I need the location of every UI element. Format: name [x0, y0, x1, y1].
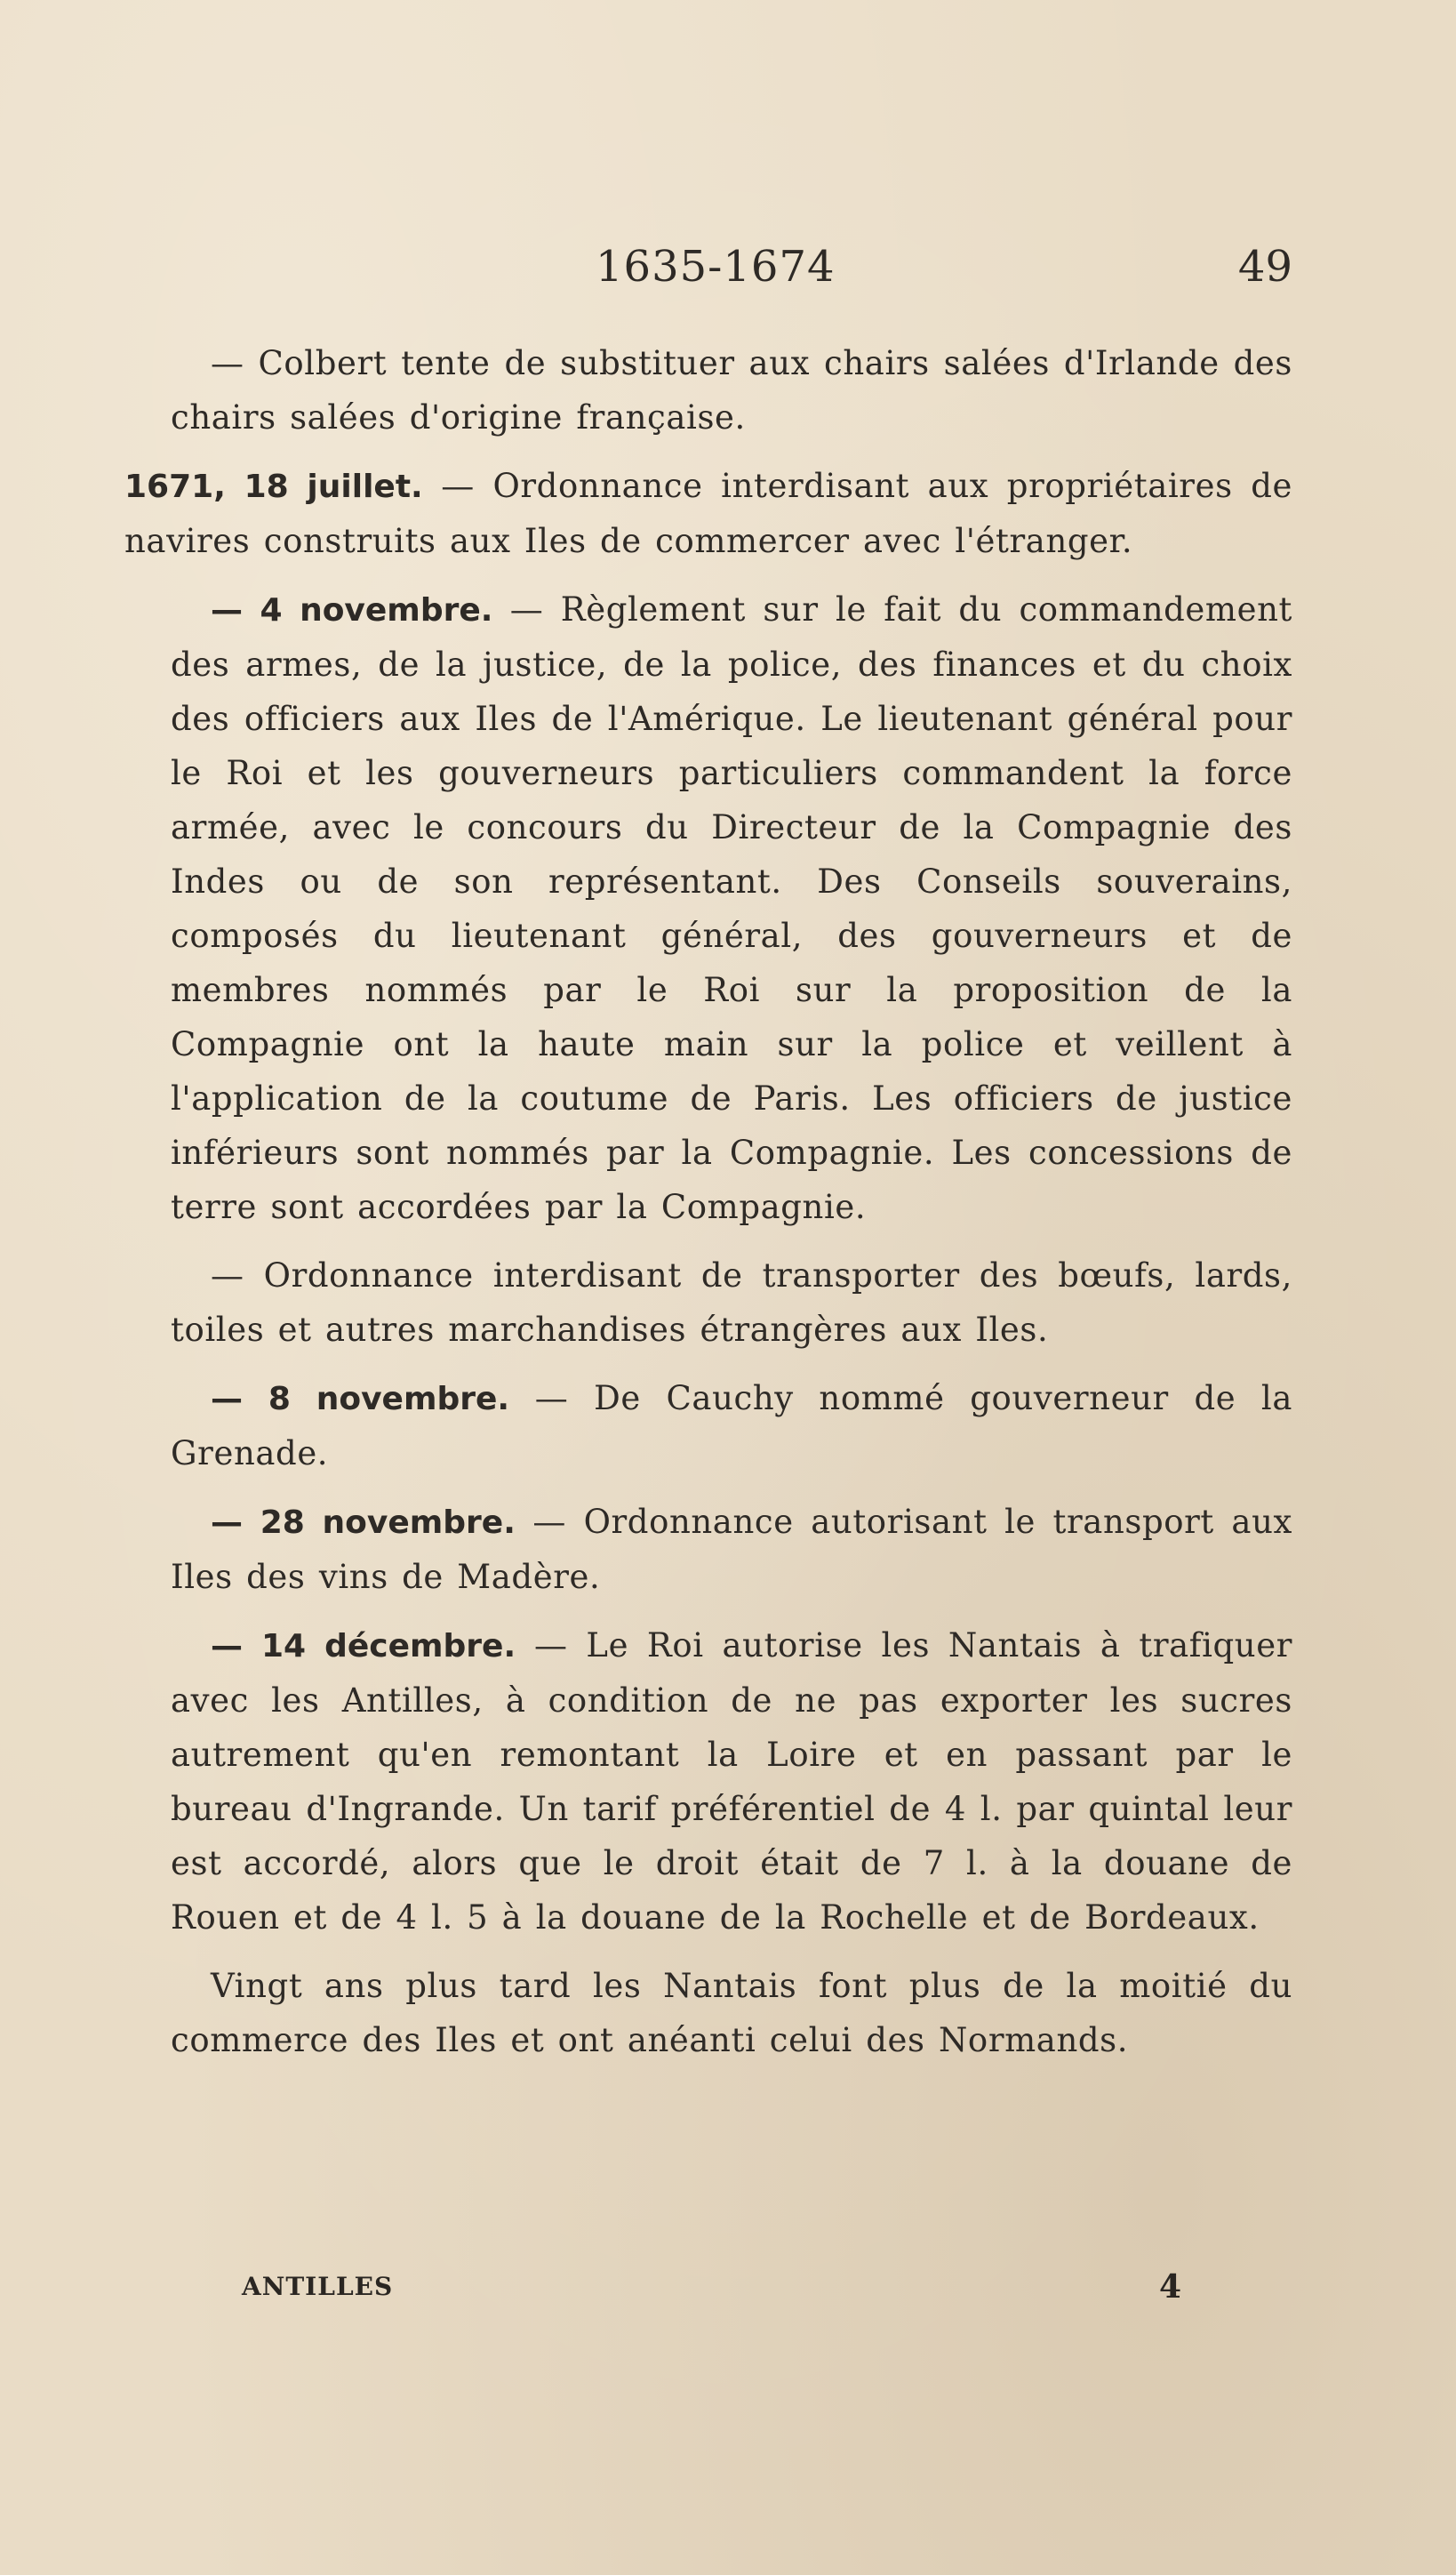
paragraph-vingt-ans — [171, 1959, 1292, 2067]
page-number: 49 — [1237, 242, 1292, 292]
entry-date: — 28 novembre. — [211, 1504, 516, 1541]
signature-mark: ANTILLES — [242, 2272, 394, 2301]
signature-line — [0, 2268, 1456, 2316]
entry-date: 1671, 18 juillet. — [124, 469, 423, 505]
running-head — [0, 242, 1456, 295]
entry-text: Ordonnance interdisant aux propriétaires de navires construits aux Iles de commercer avec l'étranger. — [124, 467, 1293, 560]
signature-number: 4 — [1159, 2268, 1182, 2306]
entry-4-novembre — [171, 582, 1292, 1234]
entry-1671-18-juillet — [124, 459, 1292, 568]
entry-8-novembre — [171, 1371, 1292, 1480]
body-text — [124, 336, 1293, 2082]
entry-separator: — — [422, 467, 493, 505]
paragraph-colbert — [171, 336, 1292, 445]
paragraph-text: — Ordonnance interdisant de transporter des bœufs, lards, toiles et autres marchandises étrangères aux Iles. — [171, 1256, 1292, 1349]
entry-14-decembre — [171, 1618, 1292, 1945]
paragraph-ordonnance-boeufs — [171, 1248, 1292, 1357]
entry-text: De Cauchy nommé gouverneur de la Grenade. — [171, 1379, 1292, 1472]
running-title: 1635-1674 — [596, 242, 836, 292]
entry-date: — 14 décembre. — [211, 1628, 516, 1665]
paragraph-text: Vingt ans plus tard les Nantais font plus de la moitié du commerce des Iles et ont anéanti celui des Normands. — [171, 1967, 1292, 2059]
entry-text: Règlement sur le fait du commandement des armes, de la justice, de la police, des finances et du choix des officiers aux Iles de l'Amérique. Le lieutenant général pour le Roi et les gouverneurs particuliers commandent la force armée, avec le concours du Directeur de la Compagnie des Indes ou de son représentant. Des Conseils souverains, composés du lieutenant général, des gouverneurs et de membres nommés par le Roi sur la proposition de la Compagnie ont la haute main sur la police et veillent à l'application de la coutume de Paris. Les officiers de justice inférieurs sont nommés par la Compagnie. Les concessions de terre sont accordées par la Compagnie. — [171, 590, 1292, 1226]
entry-separator: — — [492, 590, 561, 629]
entry-date: — 8 novembre. — [211, 1381, 510, 1417]
entry-text: Le Roi autorise les Nantais à trafiquer avec les Antilles, à condition de ne pas exporter les sucres autrement qu'en remontant la Loire et en passant par le bureau d'Ingrande. Un tarif préférentiel de 4 l. par quintal leur est accordé, alors que le droit était de 7 l. à la douane de Rouen et de 4 l. 5 à la douane de la Rochelle et de Bordeaux. — [171, 1626, 1293, 1937]
entry-separator: — — [509, 1379, 595, 1417]
paragraph-text: — Colbert tente de substituer aux chairs salées d'Irlande des chairs salées d'origine française. — [171, 344, 1292, 437]
entry-date: — 4 novembre. — [211, 592, 493, 629]
entry-separator: — — [515, 1503, 584, 1541]
entry-separator: — — [516, 1626, 587, 1665]
entry-text: Ordonnance autorisant le transport aux Iles des vins de Madère. — [171, 1503, 1292, 1596]
entry-28-novembre — [171, 1495, 1292, 1604]
